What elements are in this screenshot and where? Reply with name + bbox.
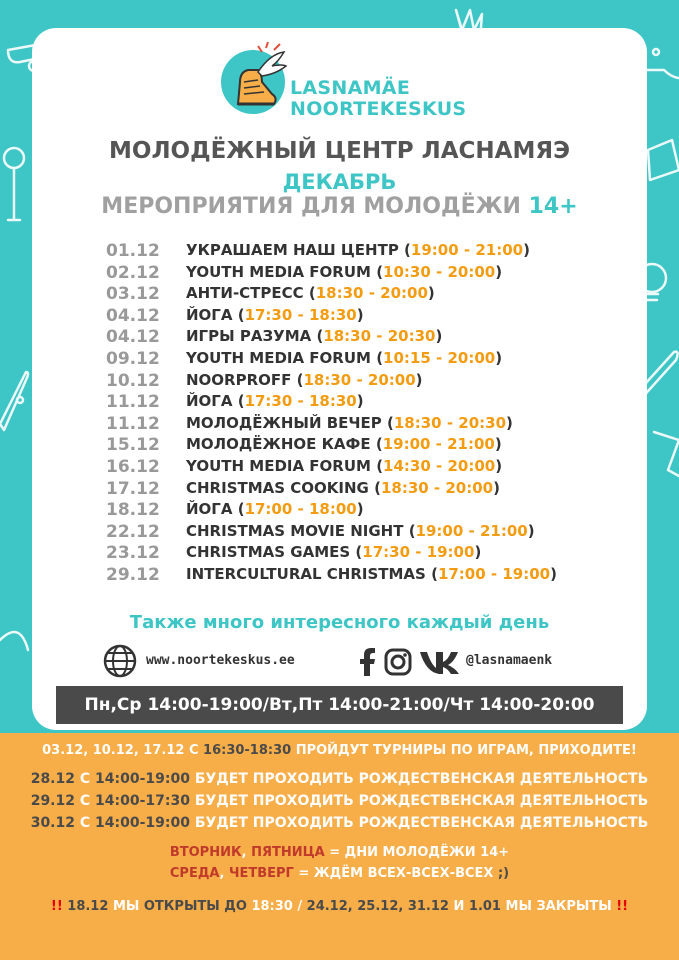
event-row bbox=[0, 284, 679, 306]
facebook-icon[interactable] bbox=[358, 648, 376, 676]
slash: / bbox=[297, 899, 303, 914]
paren-open: ( bbox=[368, 478, 381, 497]
event-title: CHRISTMAS COOKING bbox=[186, 478, 369, 497]
event-time: 18:30 - 20:00 bbox=[315, 284, 428, 303]
event-date: 11.12 bbox=[106, 392, 160, 413]
event-row bbox=[0, 522, 679, 544]
event-title: АНТИ-СТРЕСС bbox=[186, 284, 304, 303]
winged-sneaker-icon bbox=[218, 42, 288, 117]
event-name bbox=[186, 284, 435, 302]
christmas-notice-3 bbox=[0, 815, 679, 831]
paren-open: ( bbox=[403, 521, 416, 540]
equals: = bbox=[324, 845, 345, 860]
event-title: МОЛОДЁЖНОЕ КАФЕ bbox=[186, 435, 371, 454]
paren-open: ( bbox=[350, 543, 363, 562]
equals: = bbox=[293, 866, 314, 881]
paren-open: ( bbox=[381, 413, 394, 432]
event-date: 01.12 bbox=[106, 241, 160, 261]
subtitle-text: МЕРОПРИЯТИЯ ДЛЯ МОЛОДЁЖИ bbox=[101, 194, 521, 219]
event-title: ЙОГА bbox=[186, 305, 233, 324]
everyone-days-notice bbox=[0, 866, 679, 881]
tournament-notice bbox=[0, 743, 679, 758]
event-name bbox=[186, 306, 364, 324]
paren-close: ) bbox=[495, 349, 503, 367]
paren-open: ( bbox=[232, 392, 245, 411]
comma: , bbox=[219, 866, 225, 881]
paren-close: ) bbox=[495, 262, 503, 281]
event-time: 14:30 - 20:00 bbox=[383, 457, 496, 475]
paren-close: ) bbox=[527, 521, 535, 540]
paren-open: ( bbox=[370, 435, 383, 454]
event-row bbox=[0, 565, 679, 587]
event-time: 19:00 - 21:00 bbox=[382, 435, 495, 454]
event-time: 18:30 - 20:30 bbox=[323, 327, 436, 346]
youth-days-notice bbox=[0, 845, 679, 860]
page-title: МОЛОДЁЖНЫЙ ЦЕНТР ЛАСНАМЯЭ bbox=[109, 138, 570, 164]
event-row bbox=[0, 435, 679, 457]
christmas-text: БУДЕТ ПРОХОДИТЬ РОЖДЕСТВЕНСКАЯ ДЕЯТЕЛЬНОСТЬ bbox=[194, 771, 649, 787]
event-name bbox=[186, 392, 364, 410]
christmas-notice-1 bbox=[0, 771, 679, 787]
paren-close: ) bbox=[427, 284, 435, 303]
event-date: 04.12 bbox=[106, 305, 160, 326]
event-title: YOUTH MEDIA FORUM bbox=[186, 262, 371, 281]
event-row bbox=[0, 543, 679, 565]
event-date: 09.12 bbox=[106, 349, 160, 369]
event-row bbox=[0, 241, 679, 263]
also-banner: Также много интересного каждый день bbox=[129, 612, 550, 633]
christmas-c: С bbox=[79, 815, 91, 831]
opening-hours-bar: Пн,Ср 14:00-19:00/Вт,Пт 14:00-21:00/Чт 14:00-20:00 bbox=[56, 686, 623, 724]
event-row bbox=[0, 414, 679, 436]
event-time: 17:30 - 19:00 bbox=[362, 543, 475, 562]
event-date: 04.12 bbox=[106, 327, 160, 348]
event-name bbox=[186, 371, 423, 389]
event-time: 10:30 - 20:00 bbox=[383, 262, 496, 281]
event-title: YOUTH MEDIA FORUM bbox=[186, 349, 371, 367]
day-tuesday: ВТОРНИК bbox=[169, 845, 242, 860]
comma: , bbox=[241, 845, 247, 860]
everyone-text: ЖДЁМ ВСЕХ-ВСЕХ-ВСЕХ bbox=[313, 866, 494, 881]
open-time: 18:30 bbox=[251, 899, 293, 914]
event-row bbox=[0, 457, 679, 479]
event-row bbox=[0, 327, 679, 349]
event-title: NOORPROFF bbox=[186, 370, 292, 389]
event-title: ЙОГА bbox=[186, 392, 233, 411]
event-title: INTERCULTURAL CHRISTMAS bbox=[186, 565, 426, 583]
christmas-time: 14:00-19:00 bbox=[95, 771, 190, 787]
paren-close: ) bbox=[493, 478, 500, 497]
event-date: 17.12 bbox=[106, 478, 160, 499]
brand-line-1: LASNAMÄE bbox=[290, 77, 411, 99]
christmas-c: С bbox=[79, 771, 91, 787]
event-name bbox=[186, 479, 500, 497]
social-handle[interactable]: @lasnamaenk bbox=[466, 653, 553, 668]
christmas-text: БУДЕТ ПРОХОДИТЬ РОЖДЕСТВЕНСКАЯ ДЕЯТЕЛЬНОСТЬ bbox=[194, 793, 649, 809]
instagram-icon[interactable] bbox=[384, 648, 412, 676]
event-title: МОЛОДЁЖНЫЙ ВЕЧЕР bbox=[186, 413, 382, 432]
age-badge: 14+ bbox=[528, 194, 578, 219]
tournament-text: ПРОЙДУТ ТУРНИРЫ ПО ИГРАМ, ПРИХОДИТЕ! bbox=[295, 743, 637, 758]
christmas-time: 14:00-17:30 bbox=[95, 793, 190, 809]
subtitle bbox=[0, 194, 679, 219]
paren-close: ) bbox=[356, 305, 364, 324]
brand-name bbox=[290, 78, 466, 120]
event-title: ИГРЫ РАЗУМА bbox=[186, 327, 312, 346]
paren-close: ) bbox=[550, 565, 557, 583]
christmas-text: БУДЕТ ПРОХОДИТЬ РОЖДЕСТВЕНСКАЯ ДЕЯТЕЛЬНОСТЬ bbox=[194, 815, 649, 831]
event-date: 23.12 bbox=[106, 543, 160, 564]
event-name bbox=[186, 457, 502, 475]
event-date: 15.12 bbox=[106, 435, 160, 456]
christmas-date: 28.12 bbox=[30, 771, 75, 787]
globe-icon bbox=[103, 644, 137, 678]
event-time: 17:30 - 18:30 bbox=[244, 392, 357, 411]
event-title: YOUTH MEDIA FORUM bbox=[186, 457, 371, 475]
paren-close: ) bbox=[506, 413, 513, 432]
paren-open: ( bbox=[370, 262, 384, 281]
event-date: 02.12 bbox=[106, 262, 160, 283]
paren-open: ( bbox=[370, 457, 384, 475]
event-name bbox=[186, 565, 557, 583]
youth-days-text: ДНИ МОЛОДЁЖИ 14+ bbox=[344, 845, 510, 860]
christmas-date: 29.12 bbox=[30, 793, 75, 809]
day-thursday: ЧЕТВЕРГ bbox=[228, 866, 294, 881]
closed-we: МЫ bbox=[112, 899, 140, 914]
event-row bbox=[0, 306, 679, 328]
paren-open: ( bbox=[311, 327, 324, 346]
paren-open: ( bbox=[291, 370, 304, 389]
closed-notice bbox=[0, 899, 679, 914]
event-name bbox=[186, 543, 481, 561]
brand-line-2: NOORTEKESKUS bbox=[290, 98, 467, 120]
event-date: 03.12 bbox=[106, 284, 160, 305]
christmas-notice-2 bbox=[0, 793, 679, 809]
event-name bbox=[186, 414, 513, 432]
event-row bbox=[0, 479, 679, 501]
alert-mark: !! bbox=[616, 899, 629, 914]
website-link[interactable]: www.noortekeskus.ee bbox=[146, 653, 295, 668]
event-date: 22.12 bbox=[106, 521, 160, 542]
event-date: 11.12 bbox=[106, 413, 160, 434]
month-title: ДЕКАБРЬ bbox=[282, 170, 397, 194]
paren-close: ) bbox=[415, 370, 423, 389]
event-time: 18:30 - 20:30 bbox=[393, 413, 507, 432]
notices-panel bbox=[0, 733, 679, 960]
contacts-row bbox=[0, 644, 679, 680]
vk-icon[interactable] bbox=[418, 648, 460, 676]
tournament-dates: 03.12, 10.12, 17.12 bbox=[42, 743, 185, 758]
event-name bbox=[186, 263, 502, 281]
closed-text: МЫ ЗАКРЫТЫ bbox=[505, 899, 612, 914]
closed-dates: 24.12, 25.12, 31.12 bbox=[306, 899, 449, 914]
event-date: 29.12 bbox=[106, 565, 160, 585]
event-title: УКРАШАЕМ НАШ ЦЕНТР bbox=[186, 241, 399, 259]
event-time: 19:00 - 21:00 bbox=[410, 241, 524, 259]
closed-date-1: 18.12 bbox=[67, 899, 109, 914]
paren-close: ) bbox=[356, 500, 364, 519]
paren-close: ) bbox=[495, 457, 503, 475]
event-name bbox=[186, 522, 535, 540]
event-title: CHRISTMAS MOVIE NIGHT bbox=[186, 521, 404, 540]
event-time: 18:30 - 20:00 bbox=[380, 478, 494, 497]
paren-close: ) bbox=[523, 241, 530, 259]
paren-close: ) bbox=[435, 327, 443, 346]
event-date: 18.12 bbox=[106, 500, 160, 521]
and: И bbox=[453, 899, 465, 914]
paren-open: ( bbox=[232, 500, 245, 519]
paren-close: ) bbox=[474, 543, 482, 562]
christmas-time: 14:00-19:00 bbox=[95, 815, 190, 831]
event-time: 18:30 - 20:00 bbox=[303, 370, 416, 389]
day-friday: ПЯТНИЦА bbox=[251, 845, 325, 860]
paren-open: ( bbox=[370, 349, 384, 367]
event-date: 10.12 bbox=[106, 370, 160, 391]
event-row bbox=[0, 392, 679, 414]
event-name bbox=[186, 435, 502, 453]
event-row bbox=[0, 371, 679, 393]
event-row bbox=[0, 263, 679, 285]
event-time: 17:00 - 19:00 bbox=[437, 565, 551, 583]
christmas-date: 30.12 bbox=[30, 815, 75, 831]
open-until: ОТКРЫТЫ ДО bbox=[143, 899, 247, 914]
paren-open: ( bbox=[232, 305, 245, 324]
event-name bbox=[186, 241, 530, 259]
event-time: 10:15 - 20:00 bbox=[383, 349, 496, 367]
event-time: 17:30 - 18:30 bbox=[244, 305, 357, 324]
event-row bbox=[0, 349, 679, 371]
event-time: 17:00 - 18:00 bbox=[244, 500, 357, 519]
paren-open: ( bbox=[425, 565, 438, 583]
event-row bbox=[0, 500, 679, 522]
paren-close: ) bbox=[494, 435, 502, 454]
paren-open: ( bbox=[398, 241, 411, 259]
paren-close: ) bbox=[356, 392, 364, 411]
tournament-time: 16:30-18:30 bbox=[203, 743, 292, 758]
day-wednesday: СРЕДА bbox=[169, 866, 220, 881]
christmas-c: С bbox=[79, 793, 91, 809]
event-name bbox=[186, 500, 364, 518]
paren-open: ( bbox=[303, 284, 316, 303]
alert-mark: !! bbox=[50, 899, 63, 914]
event-name bbox=[186, 349, 502, 367]
tournament-c: С bbox=[188, 743, 199, 758]
event-date: 16.12 bbox=[106, 457, 160, 477]
event-time: 19:00 - 21:00 bbox=[415, 521, 528, 540]
closed-date-2: 1.01 bbox=[468, 899, 501, 914]
event-title: CHRISTMAS GAMES bbox=[186, 543, 351, 562]
event-name bbox=[186, 327, 442, 345]
smile: ;) bbox=[493, 866, 510, 881]
event-title: ЙОГА bbox=[186, 500, 233, 519]
